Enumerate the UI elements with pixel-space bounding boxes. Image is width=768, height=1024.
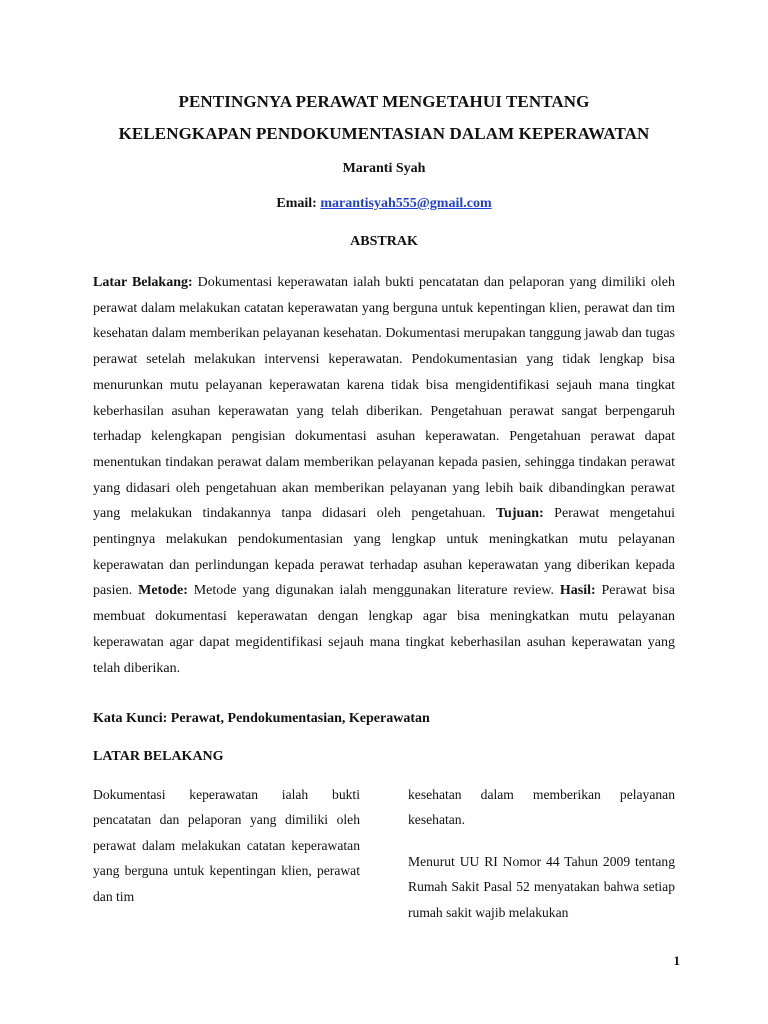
abstract-tujuan-text: Perawat mengetahui pentingnya melakukan pendokumentasian yang lengkap untuk meningkatkan mutu pelayanan keperawatan dan perlindungan kepada perawat terhadap asuhan keperawatan yang diberikan kepada pasien. [93, 506, 675, 599]
left-column [93, 782, 360, 925]
paper-title [60, 86, 708, 150]
abstract-metode-label: Metode: [138, 583, 188, 599]
author-email [0, 195, 768, 213]
author-name: Maranti Syah [342, 161, 426, 176]
section-heading: LATAR BELAKANG [93, 749, 224, 764]
abstract-latar-text: Dokumentasi keperawatan ialah bukti pencatatan dan pelaporan yang dimiliki oleh perawat dalam melakukan catatan keperawatan yang berguna untuk kepentingan klien, perawat dan tim kesehatan dalam memberikan pelayanan kesehatan. Dokumentasi merupakan tanggung jawab dan tugas perawat setelah melakukan intervensi keperawatan. Pendokumentasian yang tidak lengkap bisa menurunkan mutu pelayanan keperawatan karena tidak bisa mengidentifikasi sejauh mana tingkat keberhasilan asuhan keperawatan yang telah diberikan. Pengetahuan perawat sangat berpengaruh terhadap kelengkapan pengisian dokumentasi asuhan keperawatan. Pengetahuan perawat dapat menentukan tindakan perawat dalam memberikan pelayanan kepada pasien, sehingga tindakan perawat yang didasari oleh pengetahuan akan memberikan pelayanan yang lebih baik dibandingkan perawat yang melakukan tindakannya tanpa didasari oleh pengetahuan. [93, 275, 675, 522]
abstract-hasil-label: Hasil: [559, 583, 596, 599]
abstract-latar-label: Latar Belakang: [93, 275, 193, 290]
abstract-hasil-text: Perawat bisa membuat dokumentasi keperawatan dengan lengkap agar bisa meningkatkan mutu pelayanan keperawatan agar dapat megidentifikasi sejauh mana tingkat keberhasilan asuhan keperawatan yang telah diberikan. [93, 583, 675, 676]
abstract-body [93, 270, 675, 681]
abstract-tujuan-label: Tujuan: [496, 506, 544, 522]
abstract-metode-text: Metode yang digunakan ialah menggunakan literature review. [187, 583, 560, 599]
page-number: 1 [673, 953, 680, 968]
email-link[interactable]: marantisyah555@gmail.com [320, 196, 492, 211]
title-line-1: PENTINGNYA PERAWAT MENGETAHUI TENTANG [178, 92, 590, 111]
abstract-heading: ABSTRAK [350, 234, 418, 249]
right-column-paragraph-2: Menurut UU RI Nomor 44 Tahun 2009 tentang Rumah Sakit Pasal 52 menyatakan bahwa setiap rumah sakit wajib melakukan [408, 853, 675, 920]
left-column-paragraph: Dokumentasi keperawatan ialah bukti pencatatan dan pelaporan yang dimiliki oleh perawat dalam melakukan catatan keperawatan yang berguna untuk kepentingan klien, perawat dan tim [93, 787, 360, 904]
keywords: Kata Kunci: Perawat, Pendokumentasian, Keperawatan [93, 711, 430, 726]
email-label: Email: [276, 196, 317, 211]
right-column [408, 782, 675, 941]
right-column-paragraph-1: kesehatan dalam memberikan pelayanan kesehatan. [408, 787, 675, 828]
title-line-2: KELENGKAPAN PENDOKUMENTASIAN DALAM KEPERAWATAN [118, 124, 650, 143]
